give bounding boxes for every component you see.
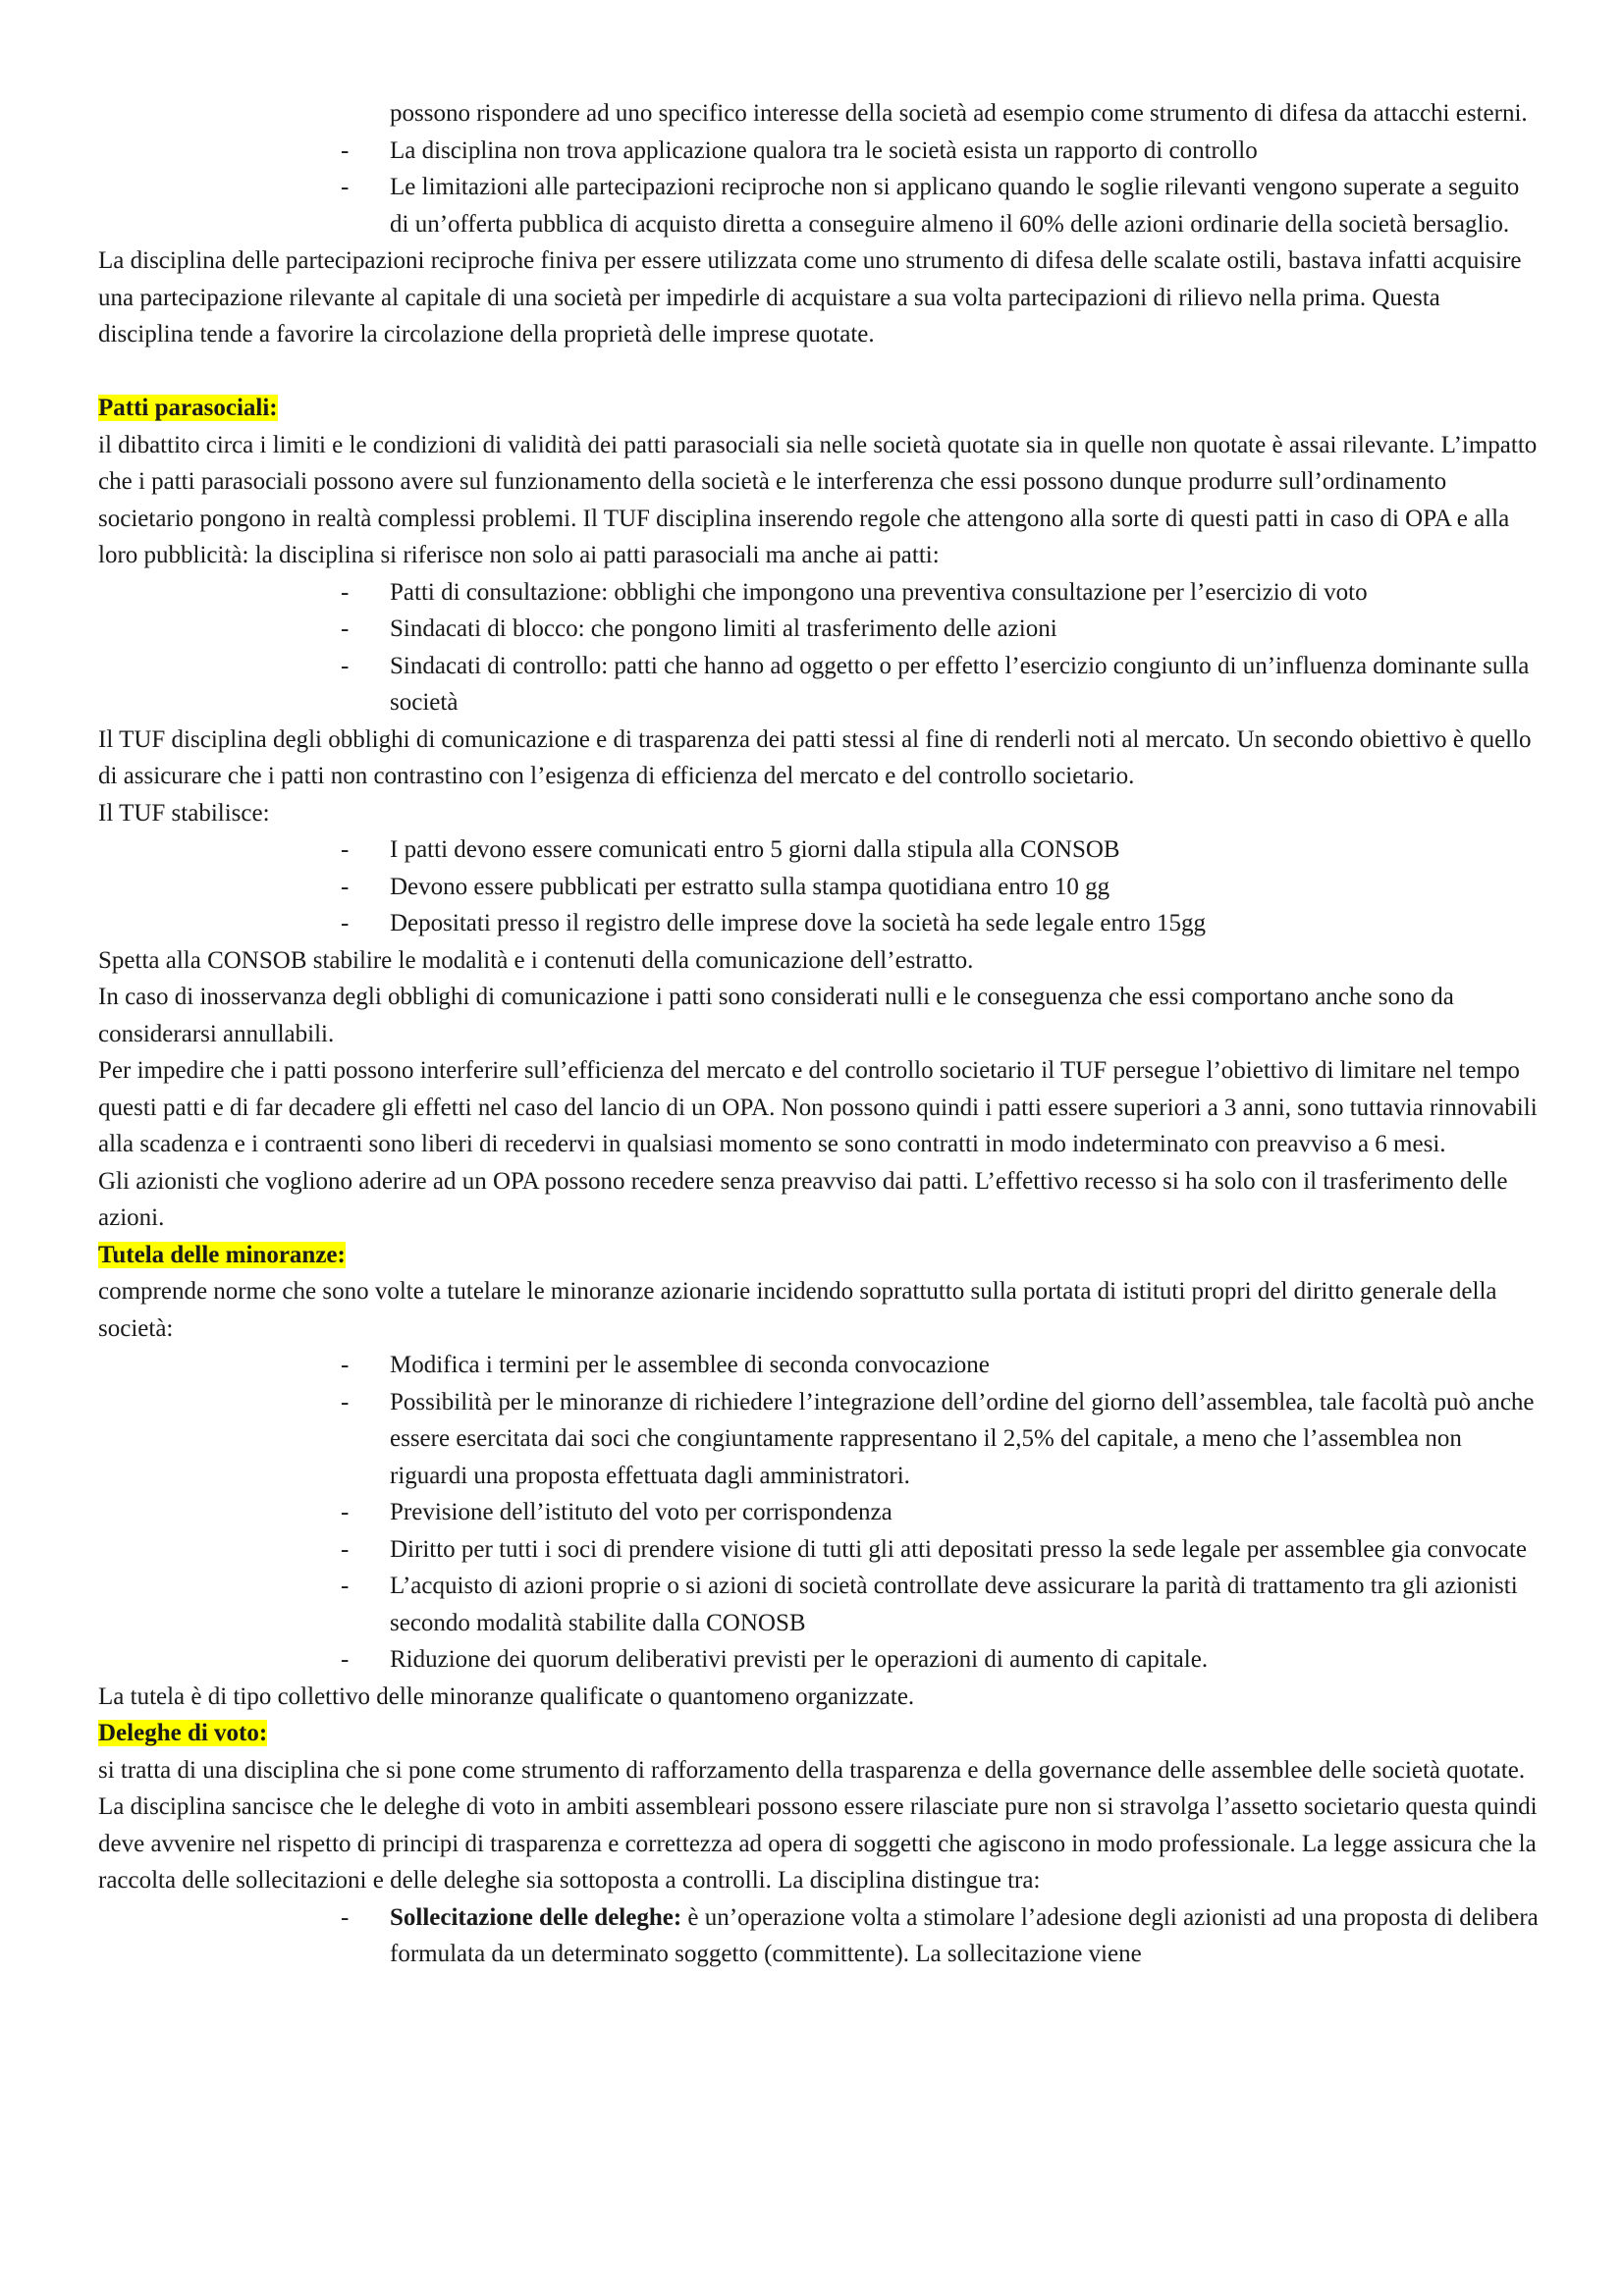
list-item [98,1641,1542,1679]
list-item-text: I patti devono essere comunicati entro 5 giorni dalla stipula alla CONSOB [390,836,1120,863]
list-item-text: Sindacati di blocco: che pongono limiti al trasferimento delle azioni [390,615,1057,642]
section-heading-tutela: Tutela delle minoranze: [98,1241,346,1268]
list-item-text: è un’operazione volta a stimolare l’adesione degli azionisti ad una proposta di delibera formulata da un determinato soggetto (committente). La sollecitazione viene [390,1903,1539,1967]
dash-bullet: - [341,1573,350,1599]
list-item-text: Previsione dell’istituto del voto per corrispondenza [390,1499,893,1525]
document-content [98,95,1542,1973]
section-heading-deleghe: Deleghe di voto: [98,1720,268,1746]
paragraph: Spetta alla CONSOB stabilire le modalità e i contenuti della comunicazione dell’estratto. [98,946,974,974]
dash-bullet: - [341,1388,350,1415]
intro-list [98,133,1542,243]
dash-bullet: - [341,1535,350,1563]
paragraph: comprende norme che sono volte a tutelare le minoranze azionarie incidendo soprattutto sulla portata di istituti propri del diritto generale della società: [98,1278,1497,1342]
list-item [98,611,1542,648]
dash-bullet: - [341,836,350,863]
dash-bullet: - [341,1352,350,1378]
list-item-text: Modifica i termini per le assemblee di seconda convocazione [390,1352,990,1378]
list-item [98,1899,1542,1973]
paragraph: Il TUF disciplina degli obblighi di comunicazione e di trasparenza dei patti stessi al fine di renderli noti al mercato. Un secondo obiettivo è quello di assicurare che i patti non contrastino con l’esigenza di efficienza del mercato e del controllo societario. [98,725,1532,789]
list-item [98,1384,1542,1495]
list-item-text: Depositati presso il registro delle imprese dove la società ha sede legale entro 15gg [390,910,1206,936]
dash-bullet: - [341,174,350,200]
dash-bullet: - [341,615,350,642]
list-item-text: Diritto per tutti i soci di prendere visione di tutti gli atti depositati presso la sede legale per assemblee gia convocate [390,1535,1527,1563]
list-item [98,648,1542,721]
dash-bullet: - [341,1499,350,1525]
list-item [98,574,1542,612]
list-item-text: L’acquisto di azioni proprie o si azioni di società controllate deve assicurare la parità di trattamento tra gli azionisti secondo modalità stabilite dalla CONOSB [390,1573,1518,1636]
list-item [98,1494,1542,1531]
list-item [98,831,1542,869]
paragraph: Gli azionisti che vogliono aderire ad un OPA possono recedere senza preavviso dai patti. L’effettivo recesso si ha solo con il trasferimento delle azioni. [98,1167,1508,1231]
list-item [98,169,1542,242]
list-item-bold-term: Sollecitazione delle deleghe: [390,1903,682,1931]
dash-bullet: - [341,136,350,164]
paragraph: Per impedire che i patti possono interferire sull’efficienza del mercato e del controllo societario il TUF persegue l’obiettivo di limitare nel tempo questi patti e di far decadere gli effetti nel caso del lancio di un OPA. Non possono quindi i patti essere superiori a 3 anni, sono tuttavia rinnovabili alla scadenza e i contraenti sono liberi di recedervi in qualsiasi momento se sono contratti in modo indeterminato con preavviso a 6 mesi. [98,1057,1538,1157]
blank-line [98,353,1542,391]
patti-list [98,574,1542,721]
paragraph: il dibattito circa i limiti e le condizioni di validità dei patti parasociali sia nelle società quotate sia in quelle non quotate è assai rilevante. L’impatto che i patti parasociali possono avere sul funzionamento della società e le interferenza che essi possono dunque produrre sull’ordinamento societario pongono in realtà complessi problemi. Il TUF disciplina inserendo regole che attengono alla sorte di questi patti in caso di OPA e alla loro pubblicità: la disciplina si riferisce non solo ai patti parasociali ma anche ai patti: [98,431,1538,568]
section-heading-patti: Patti parasociali: [98,395,278,421]
continuation-text: possono rispondere ad uno specifico interesse della società ad esempio come strumento di difesa da attacchi esterni. [390,100,1528,127]
tutela-list [98,1347,1542,1679]
list-item-text: Patti di consultazione: obblighi che impongono una preventiva consultazione per l’esercizio di voto [390,578,1368,606]
paragraph: In caso di inosservanza degli obblighi di comunicazione i patti sono considerati nulli e le conseguenza che essi comportano anche sono da considerarsi annullabili. [98,984,1454,1047]
list-item [98,905,1542,942]
list-item-text: Le limitazioni alle partecipazioni reciproche non si applicano quando le soglie rilevanti vengono superate a seguito di un’offerta pubblica di acquisto diretta a conseguire almeno il 60% delle azioni ordinarie della società bersaglio. [390,174,1520,238]
list-item [98,1568,1542,1641]
dash-bullet: - [341,652,350,679]
list-item [98,133,1542,170]
dash-bullet: - [341,873,350,900]
list-item [98,1347,1542,1384]
dash-bullet: - [341,578,350,606]
list-item [98,869,1542,906]
paragraph: La tutela è di tipo collettivo delle minoranze qualificate o quantomeno organizzate. [98,1682,915,1710]
list-item-text: Riduzione dei quorum deliberativi previsti per le operazioni di aumento di capitale. [390,1646,1209,1673]
paragraph: si tratta di una disciplina che si pone come strumento di rafforzamento della trasparenza e della governance delle assemblee delle società quotate. La disciplina sancisce che le deleghe di voto in ambiti assembleari possono essere rilasciate pure non si stravolga l’assetto societario questa quindi deve avvenire nel rispetto di principi di trasparenza e correttezza ad opera di soggetti che agiscono in modo professionale. La legge assicura che la raccolta delle sollecitazioni e delle deleghe sia sottoposta a controlli. La disciplina distingue tra: [98,1756,1538,1894]
tuf-list [98,831,1542,942]
deleghe-list [98,1899,1542,1973]
list-item-text: Possibilità per le minoranze di richiedere l’integrazione dell’ordine del giorno dell’assemblea, tale facoltà può anche essere esercitata dai soci che congiuntamente rappresentano il 2,5% del capitale, a meno che l’assemblea non riguardi una proposta effettuata dagli amministratori. [390,1388,1535,1489]
dash-bullet: - [341,910,350,936]
dash-bullet: - [341,1903,350,1931]
list-item-text: Sindacati di controllo: patti che hanno ad oggetto o per effetto l’esercizio congiunto di un’influenza dominante sulla società [390,652,1530,716]
dash-bullet: - [341,1646,350,1673]
list-item-text: Devono essere pubblicati per estratto sulla stampa quotidiana entro 10 gg [390,873,1110,900]
paragraph: Il TUF stabilisce: [98,799,270,827]
paragraph: La disciplina delle partecipazioni reciproche finiva per essere utilizzata come uno strumento di difesa delle scalate ostili, bastava infatti acquisire una partecipazione rilevante al capitale di una società per impedirle di acquistare a sua volta partecipazioni di rilievo nella prima. Questa disciplina tende a favorire la circolazione della proprietà delle imprese quotate. [98,247,1522,347]
list-item-text: La disciplina non trova applicazione qualora tra le società esista un rapporto di controllo [390,136,1258,164]
list-item [98,1531,1542,1569]
